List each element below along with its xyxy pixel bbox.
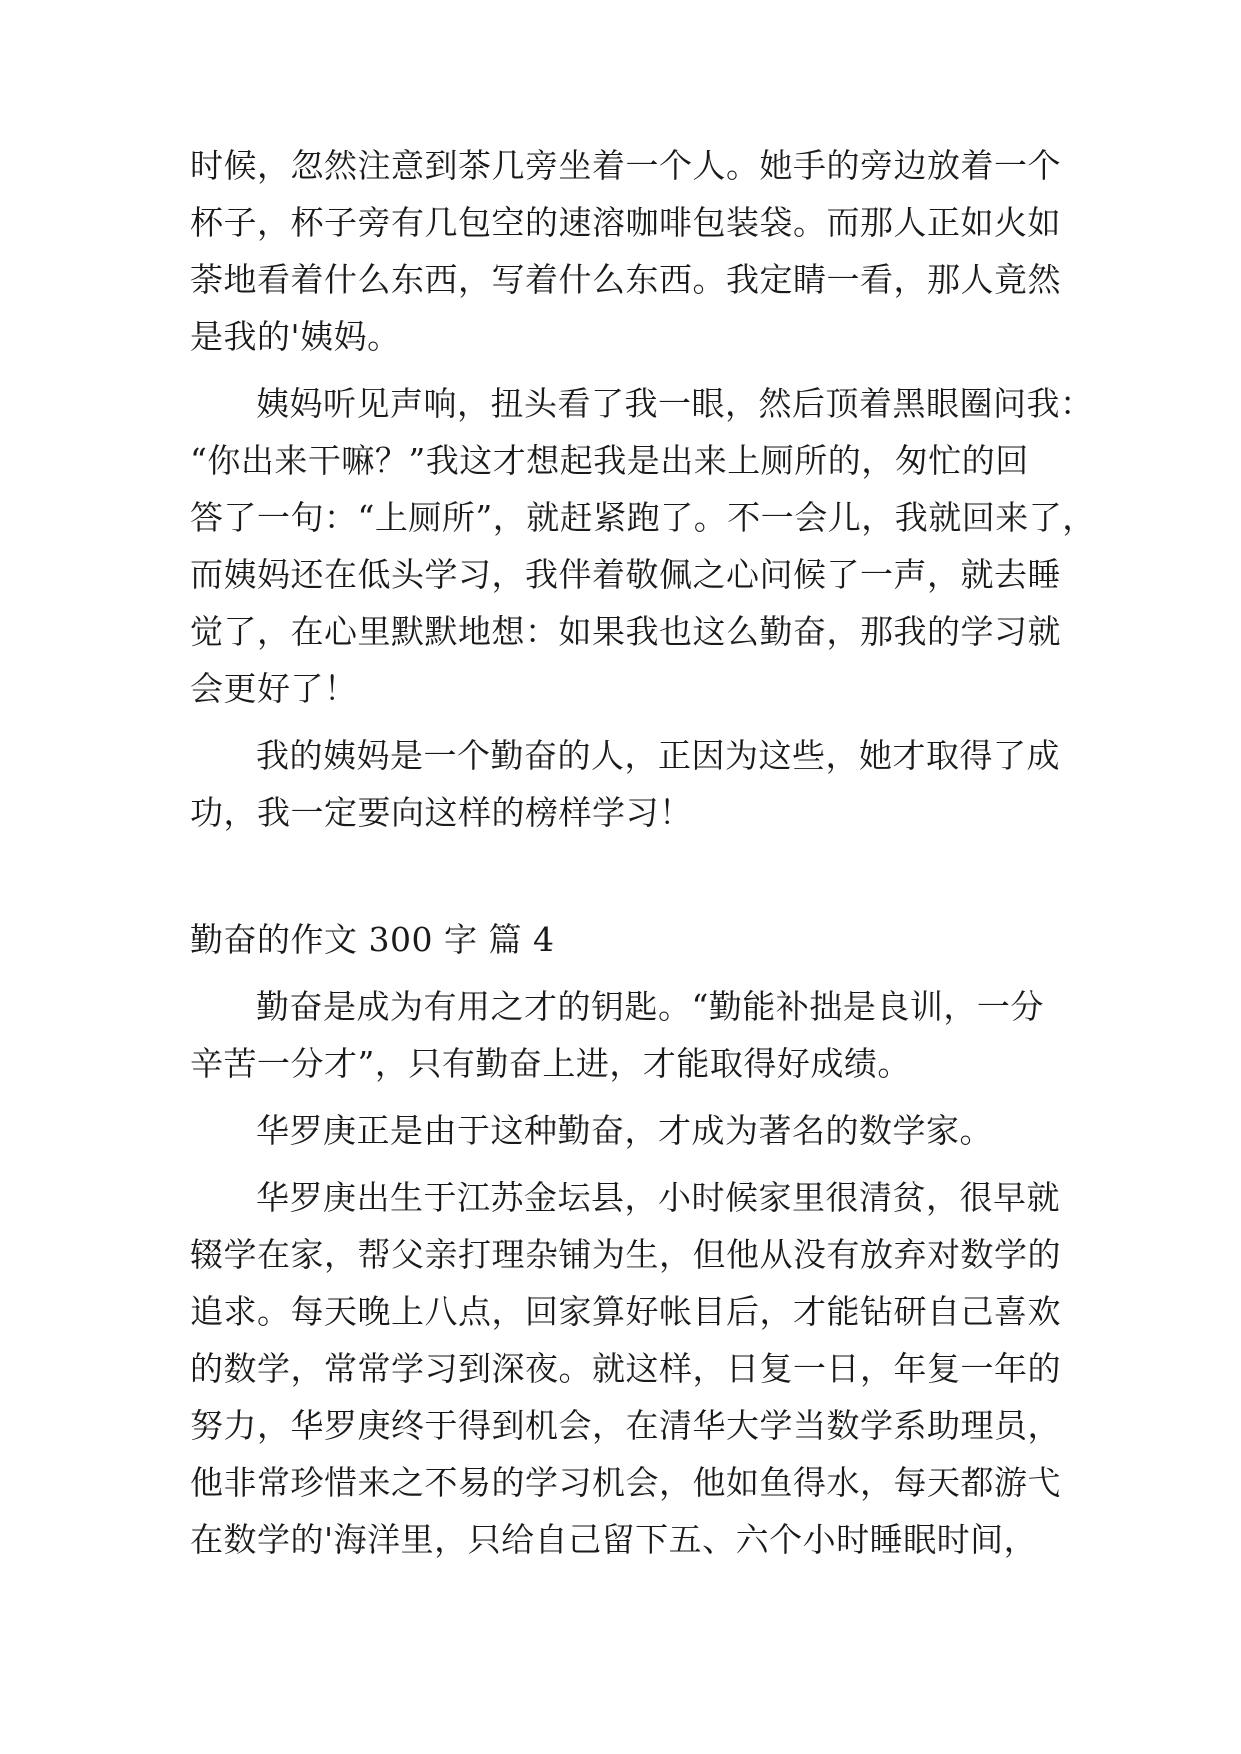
text-line: 功，我一定要向这样的榜样学习！ xyxy=(190,793,693,832)
text-line: 辛苦一分才”，只有勤奋上进，才能取得好成绩。 xyxy=(190,1044,911,1083)
text-line: 杯子，杯子旁有几包空的速溶咖啡包装袋。而那人正如火如 xyxy=(190,203,1061,242)
text-line: 时候，忽然注意到茶几旁坐着一个人。她手的旁边放着一个 xyxy=(190,146,1061,185)
text-line: 答了一句：“上厕所”，就赶紧跑了。不一会儿，我就回来了， xyxy=(190,498,1096,537)
text-line: 华罗庚正是由于这种勤奋，才成为著名的数学家。 xyxy=(256,1111,993,1150)
text-line: 努力，华罗庚终于得到机会，在清华大学当数学系助理员， xyxy=(190,1406,1061,1445)
text-line: 追求。每天晚上八点，回家算好帐目后，才能钻研自己喜欢 xyxy=(190,1292,1061,1331)
text-line: “你出来干嘛？”我这才想起我是出来上厕所的，匆忙的回 xyxy=(190,441,1029,480)
text-line: 而姨妈还在低头学习，我伴着敬佩之心问候了一声，就去睡 xyxy=(190,555,1061,594)
text-line: 荼地看着什么东西，写着什么东西。我定睛一看，那人竟然 xyxy=(190,260,1061,299)
text-line: 辍学在家，帮父亲打理杂铺为生，但他从没有放弃对数学的 xyxy=(190,1235,1061,1274)
text-line: 会更好了！ xyxy=(190,669,358,708)
text-line: 是我的'姨妈。 xyxy=(190,317,401,356)
text-line: 他非常珍惜来之不易的学习机会，他如鱼得水，每天都游弋 xyxy=(190,1463,1061,1502)
text-line: 觉了，在心里默默地想：如果我也这么勤奋，那我的学习就 xyxy=(190,612,1061,651)
text-line: 勤奋是成为有用之才的钥匙。“勤能补拙是良训，一分 xyxy=(256,987,1044,1026)
text-line: 在数学的'海洋里，只给自己留下五、六个小时睡眠时间， xyxy=(190,1520,1038,1559)
text-line: 姨妈听见声响，扭头看了我一眼，然后顶着黑眼圈问我： xyxy=(256,384,1094,423)
text-line: 华罗庚出生于江苏金坛县，小时候家里很清贫，很早就 xyxy=(256,1178,1060,1217)
section-heading: 勤奋的作文 300 字 篇 4 xyxy=(190,920,555,959)
text-line: 的数学，常常学习到深夜。就这样，日复一日，年复一年的 xyxy=(190,1349,1061,1388)
text-line: 我的姨妈是一个勤奋的人，正因为这些，她才取得了成 xyxy=(256,736,1060,775)
